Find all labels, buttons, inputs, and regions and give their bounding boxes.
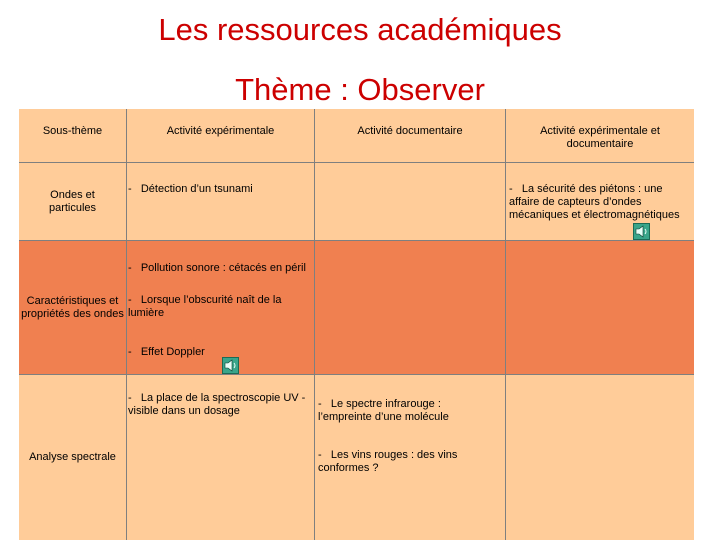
cell-ondes-doc [315,163,505,240]
item-spectroscopie[interactable] [128,392,313,418]
row-label-caracteristiques [19,241,126,374]
bullet: - [128,183,132,195]
row-label-analyse-text: Analyse spectrale [29,451,116,463]
item-pollution-sonore[interactable] [128,262,308,275]
header-experimentale [127,109,314,162]
cell-ondes-exp [127,163,314,240]
resources-table [19,109,694,540]
item-spectroscopie-text: La place de la spectroscopie UV -visible dans un dosage [128,392,306,417]
item-securite-pietons[interactable] [509,183,695,222]
bullet: - [128,346,132,358]
bullet: - [318,398,322,410]
header-sous-theme [19,109,126,162]
cell-caract-expdoc [506,241,694,374]
header-sous-theme-text: Sous-thème [42,125,103,137]
item-effet-doppler[interactable] [128,346,308,359]
bullet: - [128,392,132,404]
row-label-caracteristiques-text: Caractéristiques et propriétés des ondes [21,294,124,320]
header-exp-doc-text: Activité expérimentale et documentaire [540,125,660,150]
page-subtitle: Thème : Observer [235,72,485,107]
speaker-icon[interactable] [222,357,239,374]
item-spectre-infrarouge-text: Le spectre infrarouge : l’empreinte d’une molécule [318,398,449,423]
bullet: - [318,449,322,461]
header-documentaire [315,109,505,162]
item-obscurite[interactable] [128,294,308,320]
item-tsunami-text: Détection d’un tsunami [140,183,253,195]
item-tsunami[interactable] [128,183,308,196]
row-label-ondes-text: Ondes et particules [48,188,97,214]
bullet: - [509,183,513,195]
row-label-ondes [19,163,126,240]
page-title: Les ressources académiques [158,12,562,47]
row-label-analyse [19,375,126,540]
item-vins-rouges-text: Les vins rouges : des vins conformes ? [318,449,458,474]
bullet: - [128,262,132,274]
item-effet-doppler-text: Effet Doppler [140,346,205,358]
item-securite-pietons-text: La sécurité des piétons : une affaire de capteurs d’ondes mécaniques et électromagnétiques [509,183,680,221]
header-documentaire-text: Activité documentaire [357,125,463,137]
bullet: - [128,294,132,306]
cell-analyse-expdoc [506,375,694,540]
item-obscurite-text: Lorsque l’obscurité naît de la lumière [128,294,282,319]
item-vins-rouges[interactable] [318,449,488,475]
header-experimentale-text: Activité expérimentale [166,125,275,137]
speaker-icon[interactable] [633,223,650,240]
cell-caract-doc [315,241,505,374]
item-pollution-sonore-text: Pollution sonore : cétacés en péril [140,262,306,274]
header-exp-doc [506,109,694,162]
item-spectre-infrarouge[interactable] [318,398,488,424]
